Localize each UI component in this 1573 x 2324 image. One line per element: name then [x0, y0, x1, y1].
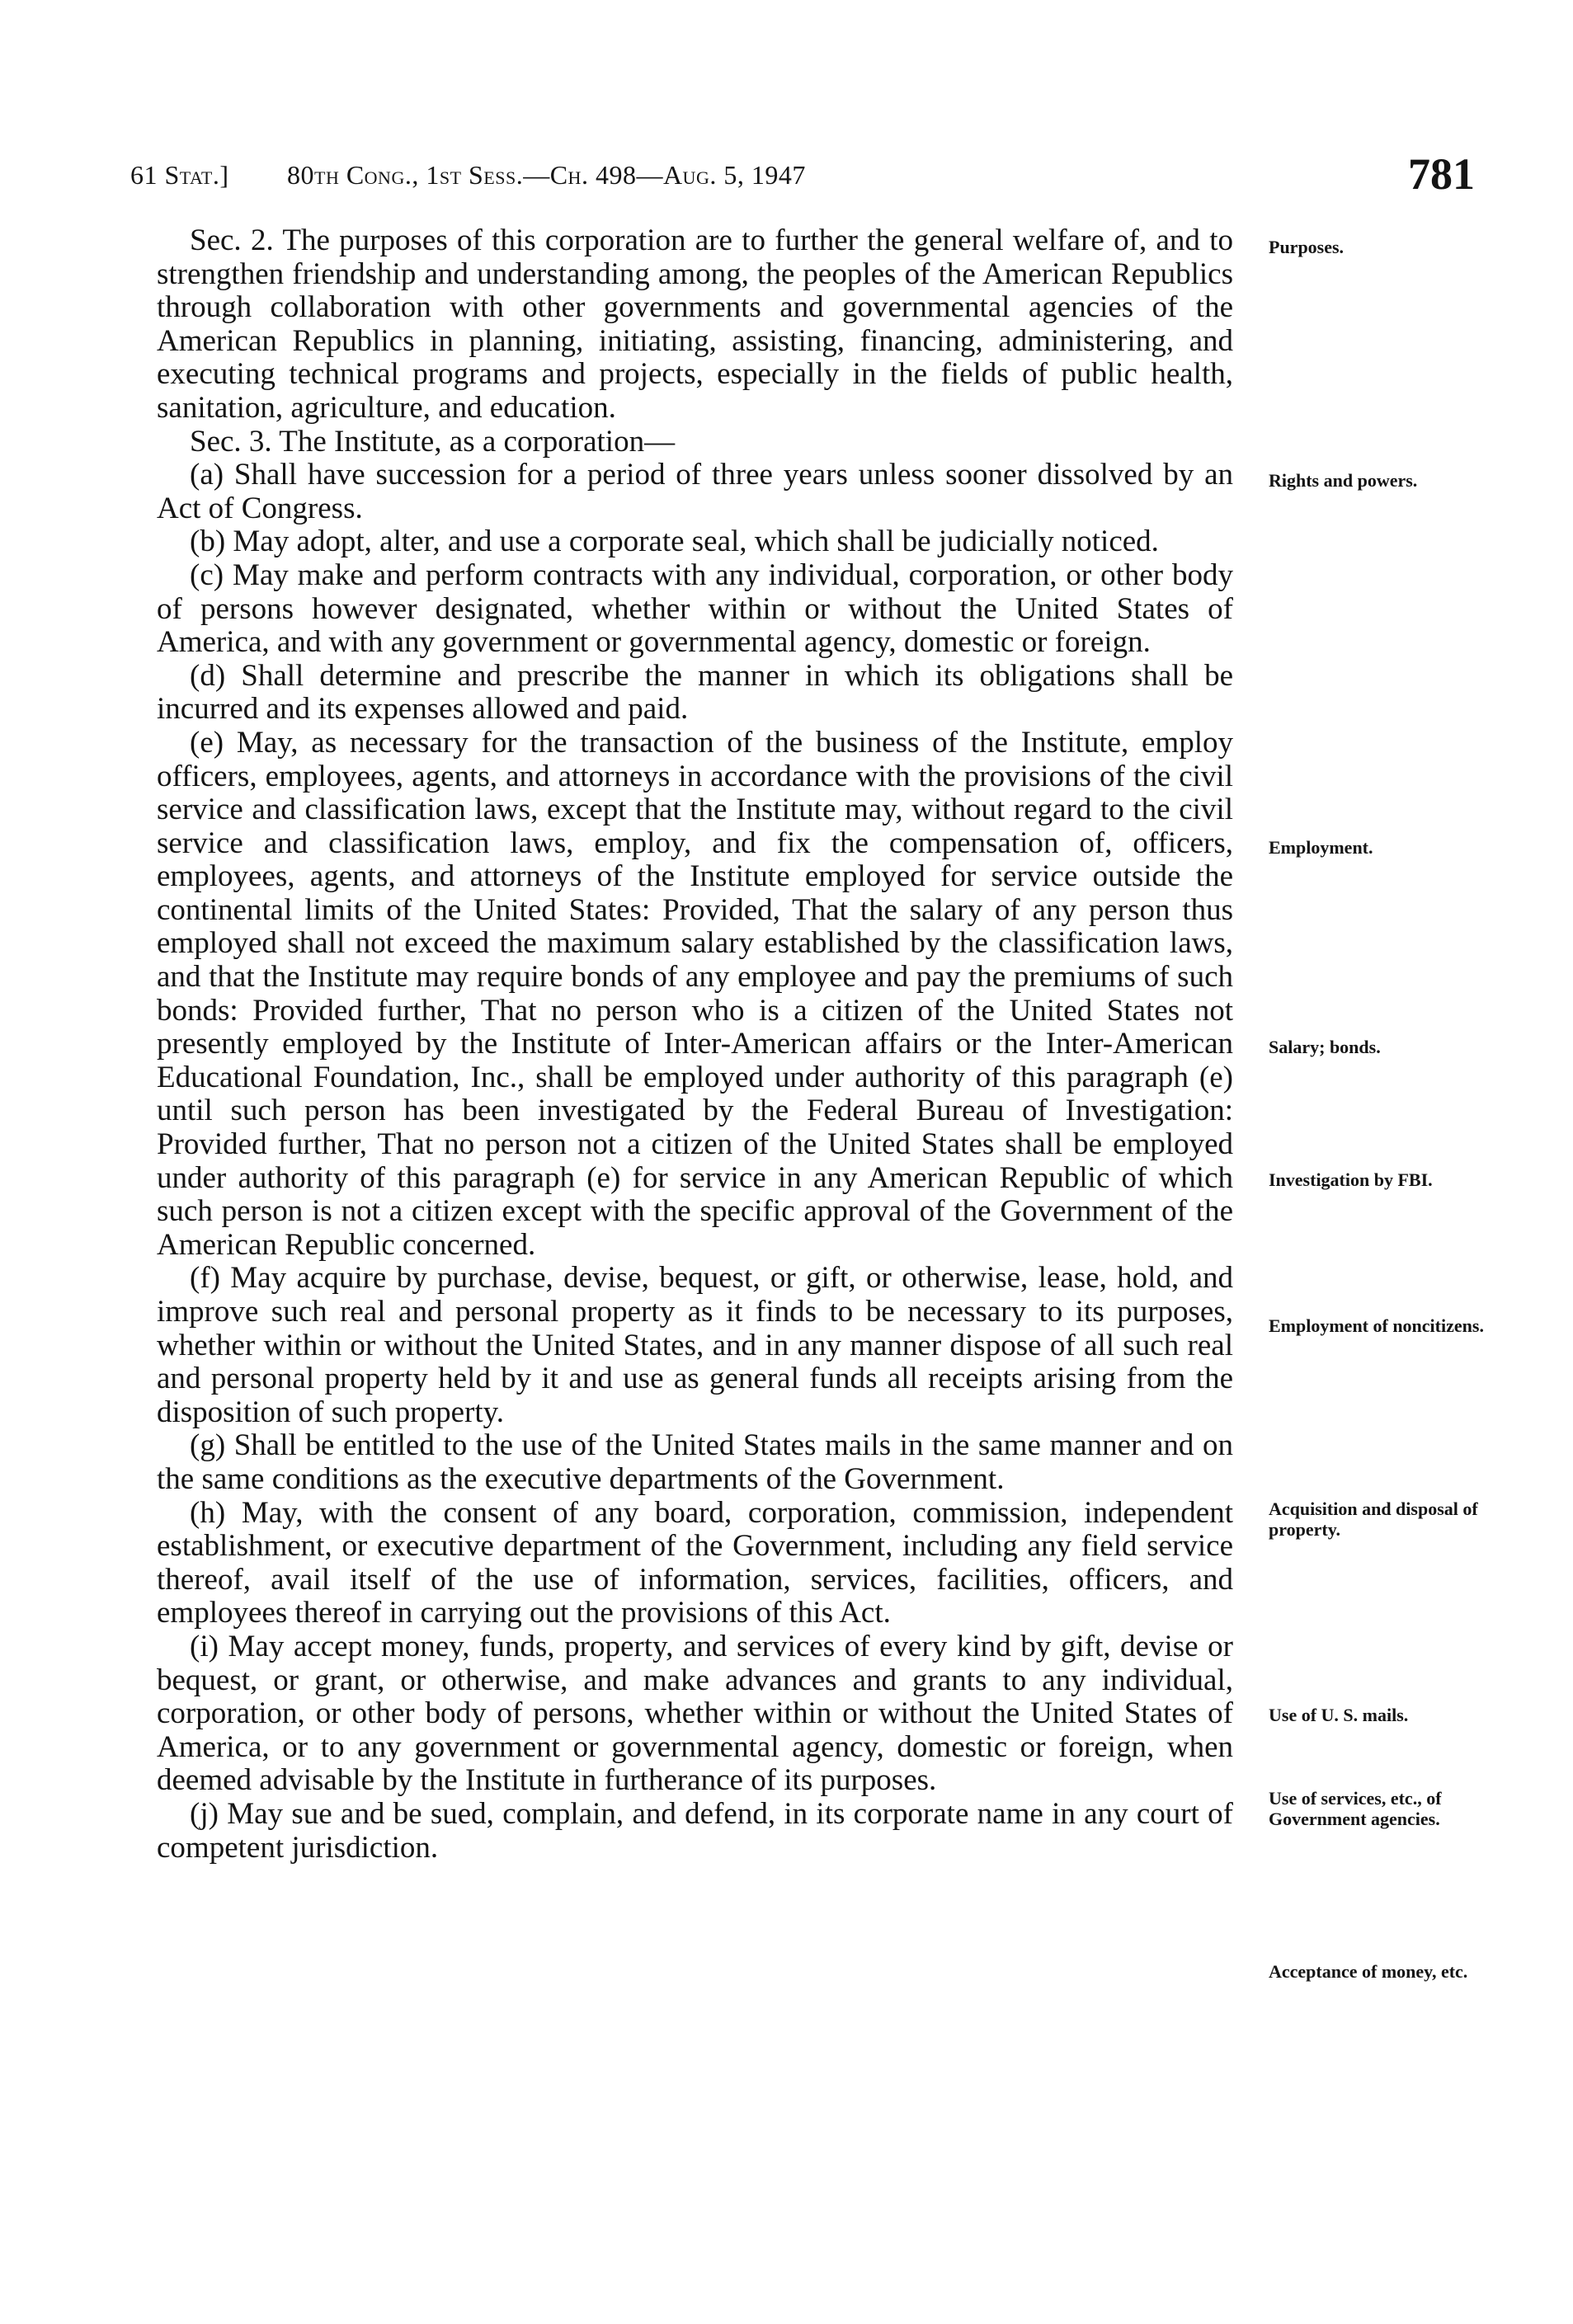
statute-volume: 61 Stat.]	[130, 160, 229, 190]
margin-note-acquisition-property: Acquisition and disposal of property.	[1269, 1498, 1478, 1540]
section-2-paragraph: Sec. 2. The purposes of this corporation are to further the general welfare of, and to strengthen friendship and understanding among, the peoples of the American Republics through collaboration with other governments and governmental agencies of the American Republics in planning, initiating, assisting, financing, administering, and executing technical programs and projects, especially in the fields of public health, sanitation, agriculture, and education.	[157, 223, 1233, 425]
margin-note-use-of-services: Use of services, etc., of Government agencies.	[1269, 1788, 1442, 1829]
clause-e: (e) May, as necessary for the transaction of the business of the Institute, employ officers, employees, agents, and attorneys in accordance with the provisions of the civil service and classification laws, except that the Institute may, without regard to the civil service and classification laws, employ, and fix the compensation of, officers, employees, agents, and attorneys of the Institute employed for service outside the continental limits of the United States: Provided, That the salary of any person thus employed shall not exceed the maximum salary established by the classification laws, and that the Institute may require bonds of any employee and pay the premiums of such bonds: Provided further, That no person who is a citizen of the United States not presently employed by the Institute of Inter-American affairs or the Inter-American Educational Foundation, Inc., shall be employed under authority of this paragraph (e) until such person has been investigated by the Federal Bureau of Investigation: Provided further, That no person not a citizen of the United States shall be employed under authority of this paragraph (e) for service in any American Republic of which such person is not a citizen except with the specific approval of the Government of the American Republic concerned.	[157, 725, 1233, 1262]
clause-d: (d) Shall determine and prescribe the manner in which its obligations shall be incurred and its expenses allowed and paid.	[157, 658, 1233, 727]
margin-note-employment: Employment.	[1269, 837, 1373, 858]
margin-note-acceptance-money: Acceptance of money, etc.	[1269, 1961, 1468, 1982]
page-header	[130, 148, 1475, 214]
clause-a: (a) Shall have succession for a period of three years unless sooner dissolved by an Act of Congress.	[157, 458, 1233, 525]
section-3-paragraph: Sec. 3. The Institute, as a corporation—	[190, 424, 676, 459]
margin-note-salary-bonds: Salary; bonds.	[1269, 1037, 1381, 1057]
margin-note-rights-powers: Rights and powers.	[1269, 470, 1418, 491]
margin-note-purposes: Purposes.	[1269, 237, 1345, 257]
margin-note-use-of-mails: Use of U. S. mails.	[1269, 1705, 1409, 1725]
clause-i: (i) May accept money, funds, property, and services of every kind by gift, devise or bequest, or grant, or otherwise, and make advances and grants to any individual, corporation, or other body of persons, whether within or without the United States of America, or to any government or governmental agency, domestic or foreign, when deemed advisable by the Institute in furtherance of its purposes.	[157, 1629, 1233, 1798]
body-text	[157, 224, 1233, 1865]
clause-b: (b) May adopt, alter, and use a corporate seal, which shall be judicially noticed.	[190, 525, 1159, 559]
page-number: 781	[1408, 149, 1475, 199]
clause-j: (j) May sue and be sued, complain, and defend, in its corporate name in any court of competent jurisdiction.	[157, 1796, 1233, 1865]
clause-h: (h) May, with the consent of any board, corporation, commission, independent establishment, or executive department of the Government, including any field service thereof, avail itself of the use of information, services, facilities, officers, and employees thereof in carrying out the provisions of this Act.	[157, 1495, 1233, 1630]
clause-f: (f) May acquire by purchase, devise, bequest, or gift, or otherwise, lease, hold, and improve such real and personal property as it finds to be necessary to its purposes, whether within or without the United States, and in any manner dispose of all such real and personal property held by it and use as general funds all receipts arising from the disposition of such property.	[157, 1261, 1233, 1429]
session-chapter-date: 80th Cong., 1st Sess.—Ch. 498—Aug. 5, 1947	[287, 160, 806, 190]
clause-c: (c) May make and perform contracts with any individual, corporation, or other body of persons however designated, whether within or without the United States of America, and with any government or governmental agency, domestic or foreign.	[157, 557, 1233, 660]
margin-note-investigation-fbi: Investigation by FBI.	[1269, 1169, 1433, 1190]
clause-g: (g) Shall be entitled to the use of the United States mails in the same manner and on the same conditions as the executive departments of the Government.	[157, 1428, 1233, 1496]
margin-note-employment-noncitizens: Employment of noncitizens.	[1269, 1315, 1484, 1336]
